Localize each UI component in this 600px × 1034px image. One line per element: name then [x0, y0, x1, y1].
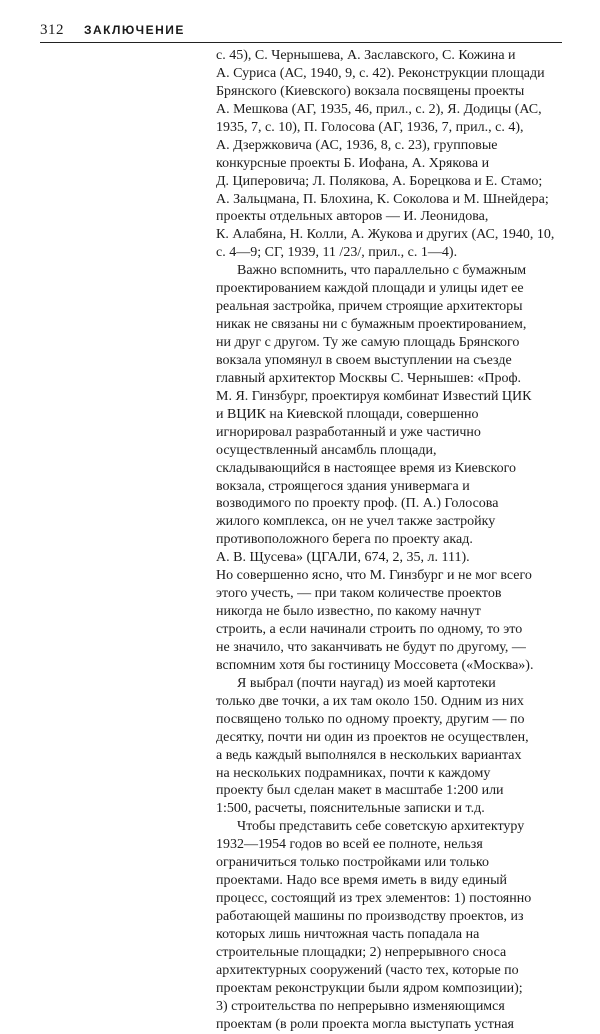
- text-line: которых лишь ничтожная часть попадала на: [216, 926, 480, 942]
- text-line: вспомним хотя бы гостиницу Моссовета («Москва»).: [216, 657, 534, 673]
- text-line: не значило, что заканчивать не будут по другому, —: [216, 639, 526, 655]
- text-line: проекты отдельных авторов — И. Леонидова,: [216, 209, 489, 225]
- text-line: на нескольких подрамниках, почти к каждому: [216, 765, 491, 781]
- text-line: проектированием каждой площади и улицы идет ее: [216, 281, 524, 297]
- text-line: вокзала упомянул в своем выступлении на съезде: [216, 352, 512, 368]
- text-line: этого учесть, — при таком количестве проектов: [216, 586, 502, 602]
- text-line: Брянского (Киевского) вокзала посвящены проекты: [216, 83, 525, 99]
- text-line: архитектурных сооружений (часто тех, которые по: [216, 962, 519, 978]
- text-line: проектами. Надо все время иметь в виду единый: [216, 873, 507, 889]
- text-line: 3) строительства по непрерывно изменяющимся: [216, 998, 505, 1014]
- paragraph-first-line: Чтобы представить себе советскую архитектуру: [237, 819, 525, 835]
- text-line: А. Дзержковича (АС, 1936, 8, с. 23), групповые: [216, 137, 498, 153]
- text-line: проекту был сделан макет в масштабе 1:200 или: [216, 783, 504, 799]
- text-line: возводимого по проекту проф. (П. А.) Голосова: [216, 496, 499, 512]
- text-line: проектам (в роли проекта могла выступать устная: [216, 1016, 514, 1032]
- text-line: десятку, почти ни один из проектов не осуществлен,: [216, 729, 529, 745]
- paragraph-first-line: Я выбрал (почти наугад) из моей картотеки: [237, 675, 496, 691]
- text-line: строить, а если начинали строить по одному, то это: [216, 622, 523, 637]
- text-line: процесс, состоящий из трех элементов: 1) постоянно: [216, 891, 532, 907]
- text-line: никогда не было известно, по какому начнут: [216, 604, 481, 620]
- text-line: 1935, 7, с. 10), П. Голосова (АГ, 1936, 7, прил., с. 4),: [216, 119, 524, 135]
- text-line: только две точки, а их там около 150. Одним из них: [216, 693, 524, 709]
- text-line: а ведь каждый выполнялся в нескольких вариантах: [216, 747, 522, 763]
- text-line: посвящено только по одному проекту, другим — по: [216, 711, 525, 727]
- section-title: ЗАКЛЮЧЕНИЕ: [84, 23, 185, 37]
- text-line: Но совершенно ясно, что М. Гинзбург и не мог всего: [216, 568, 532, 584]
- text-line: главный архитектор Москвы С. Чернышев: «Проф.: [216, 370, 522, 386]
- text-line: 1:500, расчеты, пояснительные записки и т.д.: [216, 801, 485, 817]
- text-line: складывающийся в настоящее время из Киевского: [216, 460, 517, 476]
- text-line: работающей машины по производству проектов, из: [216, 909, 524, 924]
- text-line: конкурсные проекты Б. Иофана, А. Хрякова и: [216, 155, 490, 171]
- text-line: А. Зальцмана, П. Блохина, К. Соколова и М. Шнейдера;: [216, 191, 549, 207]
- text-line: ограничиться только постройками или только: [216, 855, 490, 871]
- text-line: никак не связаны ни с бумажным проектированием,: [216, 317, 527, 333]
- text-line: А. В. Щусева» (ЦГАЛИ, 674, 2, 35, л. 111).: [216, 550, 470, 566]
- text-line: М. Я. Гинзбург, проектируя комбинат Известий ЦИК: [216, 388, 532, 404]
- text-line: осуществленный ансамбль площади,: [216, 442, 437, 458]
- text-line: К. Алабяна, Н. Колли, А. Жукова и других (АС, 1940, 10,: [216, 227, 555, 243]
- text-line: А. Суриса (АС, 1940, 9, с. 42). Реконструкции площади: [216, 65, 545, 81]
- text-line: Д. Циперовича; Л. Полякова, А. Борецкова и Е. Стамо;: [216, 173, 543, 189]
- text-line: 1932—1954 годов во всей ее полноте, нельзя: [216, 837, 483, 853]
- text-line: жилого комплекса, он не учел также застройку: [216, 514, 496, 530]
- text-line: вокзала, строящегося здания универмага и: [216, 478, 470, 494]
- text-line: ни друг с другом. Ту же самую площадь Брянского: [216, 335, 520, 350]
- text-line: и ВЦИК на Киевской площади, совершенно: [216, 406, 479, 422]
- text-line: с. 45), С. Чернышева, А. Заславского, С. Кожина и: [216, 48, 516, 63]
- text-line: строительные площадки; 2) непрерывного сноса: [216, 944, 507, 960]
- paragraph-first-line: Важно вспомнить, что параллельно с бумажным: [237, 263, 527, 279]
- running-header: [40, 22, 562, 43]
- text-line: реальная застройка, причем строящие архитекторы: [216, 299, 523, 315]
- text-line: А. Мешкова (АГ, 1935, 46, прил., с. 2), Я. Додицы (АС,: [216, 101, 542, 117]
- page-number: 312: [40, 22, 64, 38]
- text-line: игнорировал разработанный и уже частично: [216, 424, 481, 440]
- body-text: [216, 47, 566, 1034]
- text-line: противоположного берега по проекту акад.: [216, 532, 473, 548]
- text-line: проектам реконструкции были ядром композиции);: [216, 980, 523, 996]
- text-line: с. 4—9; СГ, 1939, 11 /23/, прил., с. 1—4).: [216, 245, 458, 261]
